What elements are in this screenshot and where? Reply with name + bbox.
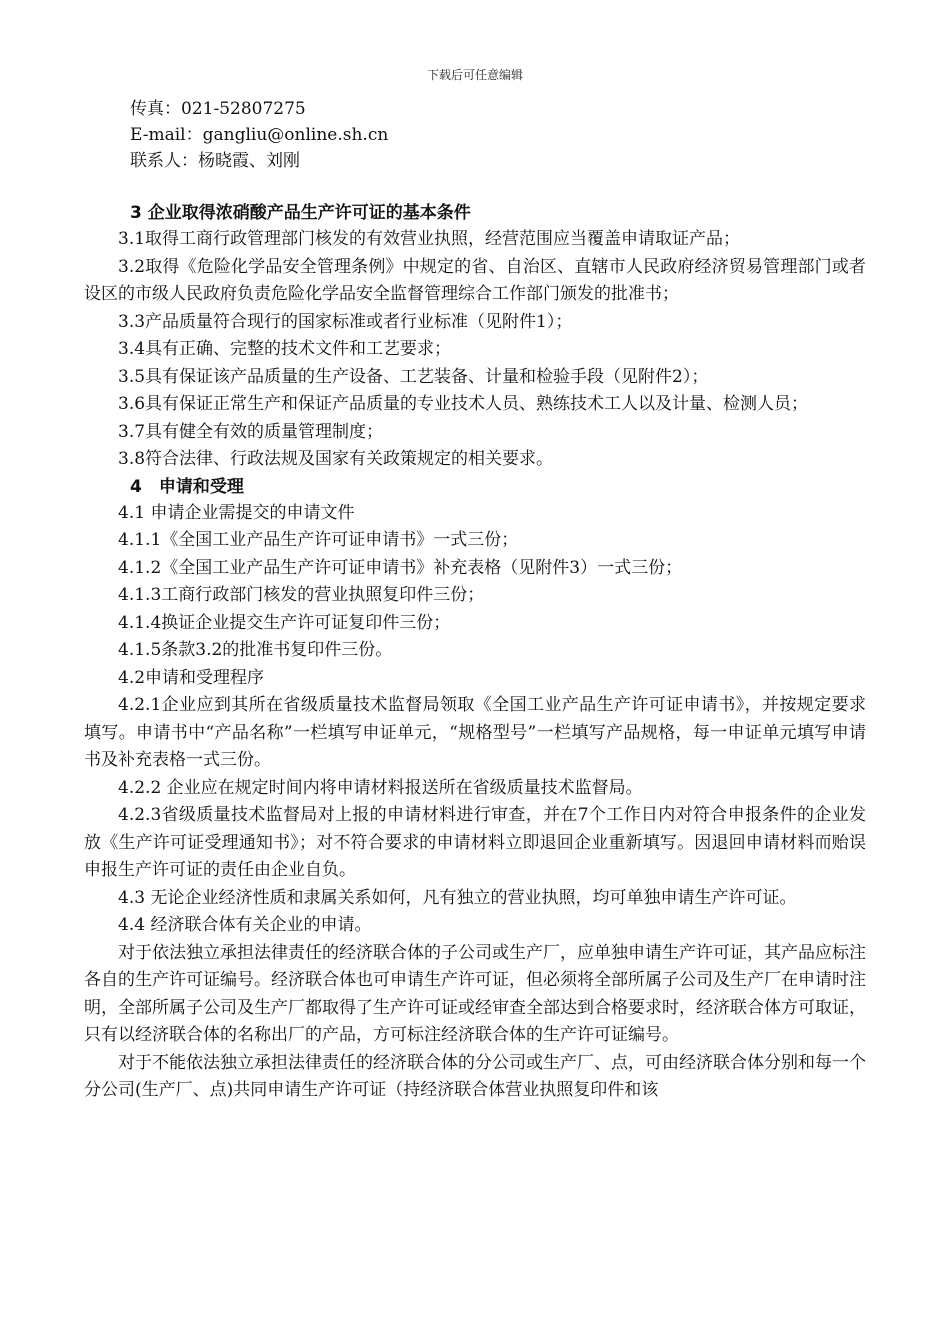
clause-4-2-2: 4.2.2 企业应在规定时间内将申请材料报送所在省级质量技术监督局。 [118, 777, 643, 798]
clause-4-4-title: 4.4 经济联合体有关企业的申请。 [118, 915, 372, 935]
clause-3-7: 3.7具有健全有效的质量管理制度； [118, 421, 384, 442]
clause-4-1-title: 4.1 申请企业需提交的申请文件 [118, 502, 355, 523]
clause-4-3: 4.3 无论企业经济性质和隶属关系如何，凡有独立的营业执照，均可单独申请生产许可证。 [118, 887, 797, 908]
contact-person-line: 联系人：杨晓霞、刘刚 [130, 151, 300, 171]
fax-line: 传真：021-52807275 [130, 99, 306, 119]
clause-4-2-title: 4.2申请和受理程序 [118, 667, 265, 688]
clause-3-1: 3.1取得工商行政管理部门核发的有效营业执照，经营范围应当覆盖申请取证产品； [118, 229, 741, 249]
clause-4-4-para-2: 对于不能依法独立承担法律责任的经济联合体的分公司或生产厂、点，可由经济联合体分别和每一个分公司(生产厂、点)共同申请生产许可证（持经济联合体营业执照复印件和该 [84, 1052, 866, 1100]
clause-4-1-5: 4.1.5条款3.2的批准书复印件三份。 [118, 640, 393, 660]
clause-4-4-para-1: 对于依法独立承担法律责任的经济联合体的子公司或生产厂，应单独申请生产许可证，其产品应标注各自的生产许可证编号。经济联合体也可申请生产许可证，但必须将全部所属子公司及生产厂在申请时注明，全部所属子公司及生产厂都取得了生产许可证或经审查全部达到合格要求时，经济联合体方可取证，只有以经济联合体的名称出厂的产品，方可标注经济联合体的生产许可证编号。 [84, 942, 866, 1045]
clause-4-1-2: 4.1.2《全国工业产品生产许可证申请书》补充表格（见附件3）一式三份； [118, 557, 683, 578]
section-4-heading: 4 申请和受理 [130, 476, 244, 497]
section-3-heading: 3 企业取得浓硝酸产品生产许可证的基本条件 [130, 203, 471, 223]
clause-4-1-4: 4.1.4换证企业提交生产许可证复印件三份； [118, 612, 451, 633]
clause-4-1-1: 4.1.1《全国工业产品生产许可证申请书》一式三份； [118, 530, 519, 550]
clause-4-1-3: 4.1.3工商行政部门核发的营业执照复印件三份； [118, 585, 485, 605]
document-body [84, 96, 866, 1105]
clause-3-6: 3.6具有保证正常生产和保证产品质量的专业技术人员、熟练技术工人以及计量、检测人员； [118, 394, 809, 414]
clause-3-2: 3.2取得《危险化学品安全管理条例》中规定的省、自治区、直辖市人民政府经济贸易管理部门或者设区的市级人民政府负责危险化学品安全监督管理综合工作部门颁发的批准书； [84, 256, 866, 304]
clause-4-2-1: 4.2.1企业应到其所在省级质量技术监督局领取《全国工业产品生产许可证申请书》，并按规定要求填写。申请书中“产品名称”一栏填写申证单元，“规格型号”一栏填写产品规格，每一申证单元填写申请书及补充表格一式三份。 [84, 695, 866, 770]
clause-3-5: 3.5具有保证该产品质量的生产设备、工艺装备、计量和检验手段（见附件2）； [118, 366, 709, 387]
clause-3-3: 3.3产品质量符合现行的国家标准或者行业标准（见附件1）； [118, 311, 573, 332]
clause-3-4: 3.4具有正确、完整的技术文件和工艺要求； [118, 339, 452, 359]
email-line: E-mail：gangliu@online.sh.cn [130, 125, 389, 145]
page-header: 下载后可任意编辑 [426, 68, 523, 82]
clause-4-2-3: 4.2.3省级质量技术监督局对上报的申请材料进行审查，并在7个工作日内对符合申报条件的企业发放《生产许可证受理通知书》；对不符合要求的申请材料立即退回企业重新填写。因退回申请材料而贻误申报生产许可证的责任由企业自负。 [84, 805, 866, 880]
clause-3-8: 3.8符合法律、行政法规及国家有关政策规定的相关要求。 [118, 449, 554, 469]
